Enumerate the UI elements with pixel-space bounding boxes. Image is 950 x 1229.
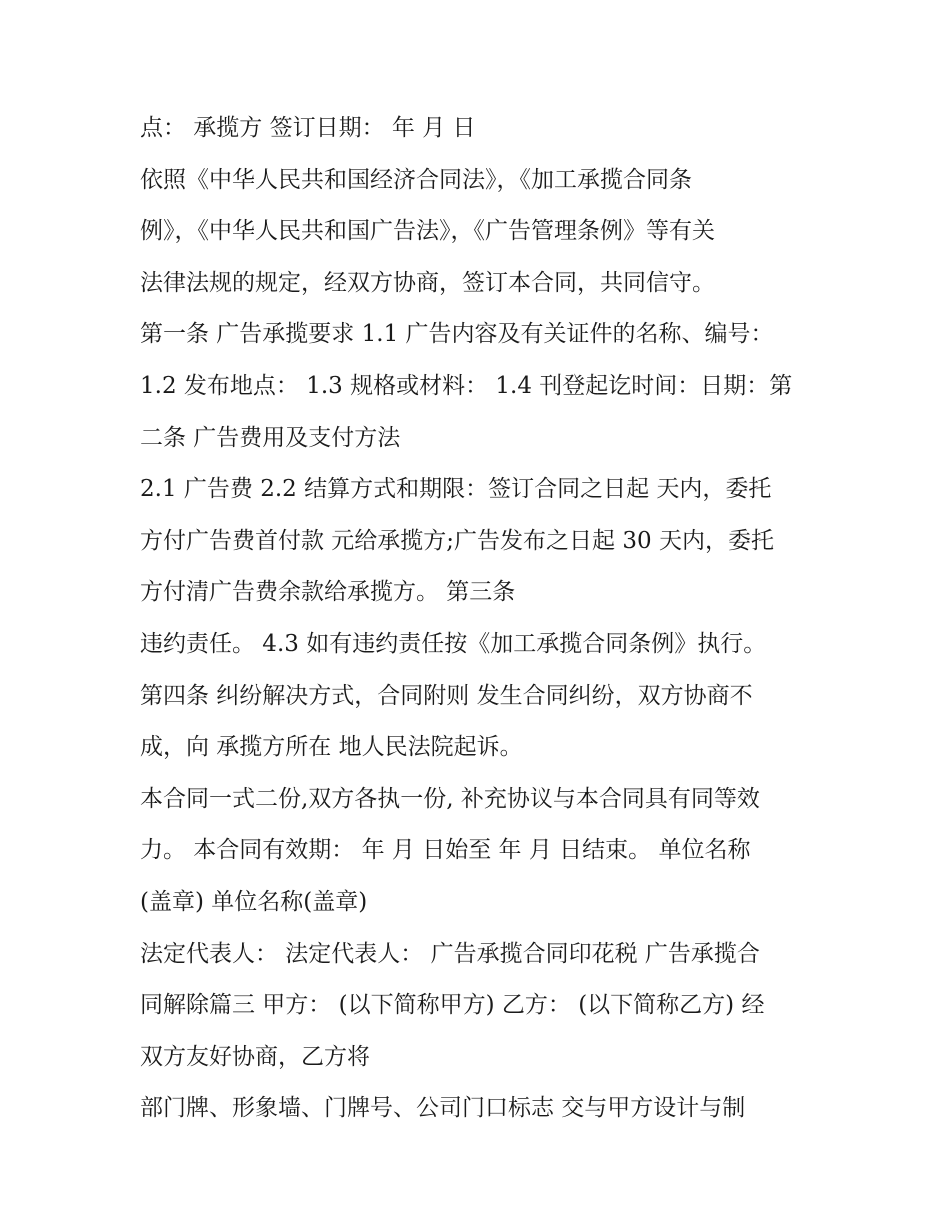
- text-line: 力。 本合同有效期： 年 月 日始至 年 月 日结束。 单位名称: [140, 837, 751, 864]
- text-line: (盖章) 单位名称(盖章): [140, 888, 368, 915]
- text-line: 法律法规的规定，经双方协商，签订本合同，共同信守。: [140, 269, 715, 296]
- text-line: 2.1 广告费 2.2 结算方式和期限：签订合同之日起 天内，委托: [140, 476, 772, 503]
- text-line: 成，向 承揽方所在 地人民法院起诉。: [140, 734, 523, 761]
- text-line: 本合同一式二份,双方各执一份, 补充协议与本合同具有同等效: [140, 785, 760, 812]
- contract-body-text: [140, 108, 830, 1140]
- text-line: 部门牌、形象墙、门牌号、公司门口标志 交与甲方设计与制: [140, 1095, 746, 1122]
- text-line: 同解除篇三 甲方： (以下简称甲方) 乙方： (以下简称乙方) 经: [140, 992, 765, 1019]
- text-line: 违约责任。 4.3 如有违约责任按《加工承揽合同条例》执行。: [140, 630, 767, 657]
- text-line: 方付清广告费余款给承揽方。 第三条: [140, 579, 516, 606]
- text-line: 1.2 发布地点： 1.3 规格或材料： 1.4 刊登起讫时间：日期：第: [140, 372, 793, 399]
- text-line: 依照《中华人民共和国经济合同法》，《加工承揽合同条: [140, 166, 692, 193]
- text-line: 双方友好协商，乙方将: [140, 1043, 370, 1070]
- text-line: 第一条 广告承揽要求 1.1 广告内容及有关证件的名称、编号：: [140, 321, 774, 348]
- text-line: 法定代表人： 法定代表人： 广告承揽合同印花税 广告承揽合: [140, 940, 760, 967]
- text-line: 例》，《中华人民共和国广告法》，《广告管理条例》等有关: [140, 218, 715, 245]
- text-line: 第四条 纠纷解决方式，合同附则 发生合同纠纷，双方协商不: [140, 682, 753, 709]
- text-line: 点： 承揽方 签订日期： 年 月 日: [140, 115, 476, 141]
- text-line: 二条 广告费用及支付方法: [140, 424, 401, 451]
- text-line: 方付广告费首付款 元给承揽方;广告发布之日起 30 天内，委托: [140, 527, 774, 554]
